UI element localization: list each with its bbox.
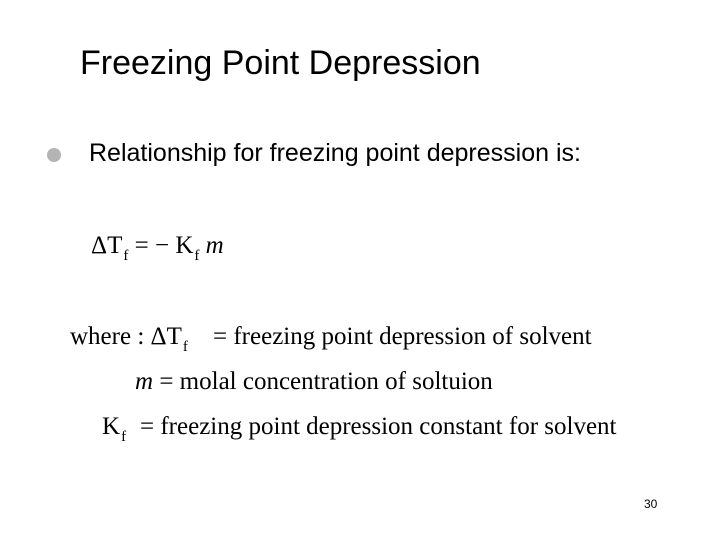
equation-delta-t-subscript: f xyxy=(123,248,129,264)
definition-subscript: f xyxy=(182,339,188,355)
definition-equals: = xyxy=(159,368,174,395)
definition-description-row xyxy=(140,413,617,441)
equation-operator: = − xyxy=(134,232,170,259)
definition-description: freezing point depression of solvent xyxy=(233,323,592,350)
definition-prefix: where : xyxy=(70,323,151,350)
definition-row xyxy=(102,413,127,445)
definition-symbol: K xyxy=(102,413,121,440)
definition-row xyxy=(135,368,493,396)
definition-equals: = xyxy=(140,413,155,440)
bullet-dot xyxy=(47,148,61,162)
definition-subscript: f xyxy=(121,429,127,445)
definition-symbol: ΔT xyxy=(150,323,182,350)
main-equation xyxy=(91,232,224,264)
equation-k: K xyxy=(175,232,194,259)
definition-description: molal concentration of soltuion xyxy=(179,368,493,395)
definition-description-row xyxy=(213,323,592,351)
definition-symbol: m xyxy=(135,368,154,395)
equation-k-subscript: f xyxy=(194,248,200,264)
slide-title: Freezing Point Depression xyxy=(80,44,481,82)
equation-m: m xyxy=(205,232,224,259)
equation-delta-t: ΔT xyxy=(91,232,123,259)
definition-description: freezing point depression constant for solvent xyxy=(160,413,617,440)
bullet-text: Relationship for freezing point depression is: xyxy=(89,139,581,167)
definition-row xyxy=(70,323,188,355)
page-number: 30 xyxy=(644,497,658,511)
definition-equals: = xyxy=(213,323,228,350)
